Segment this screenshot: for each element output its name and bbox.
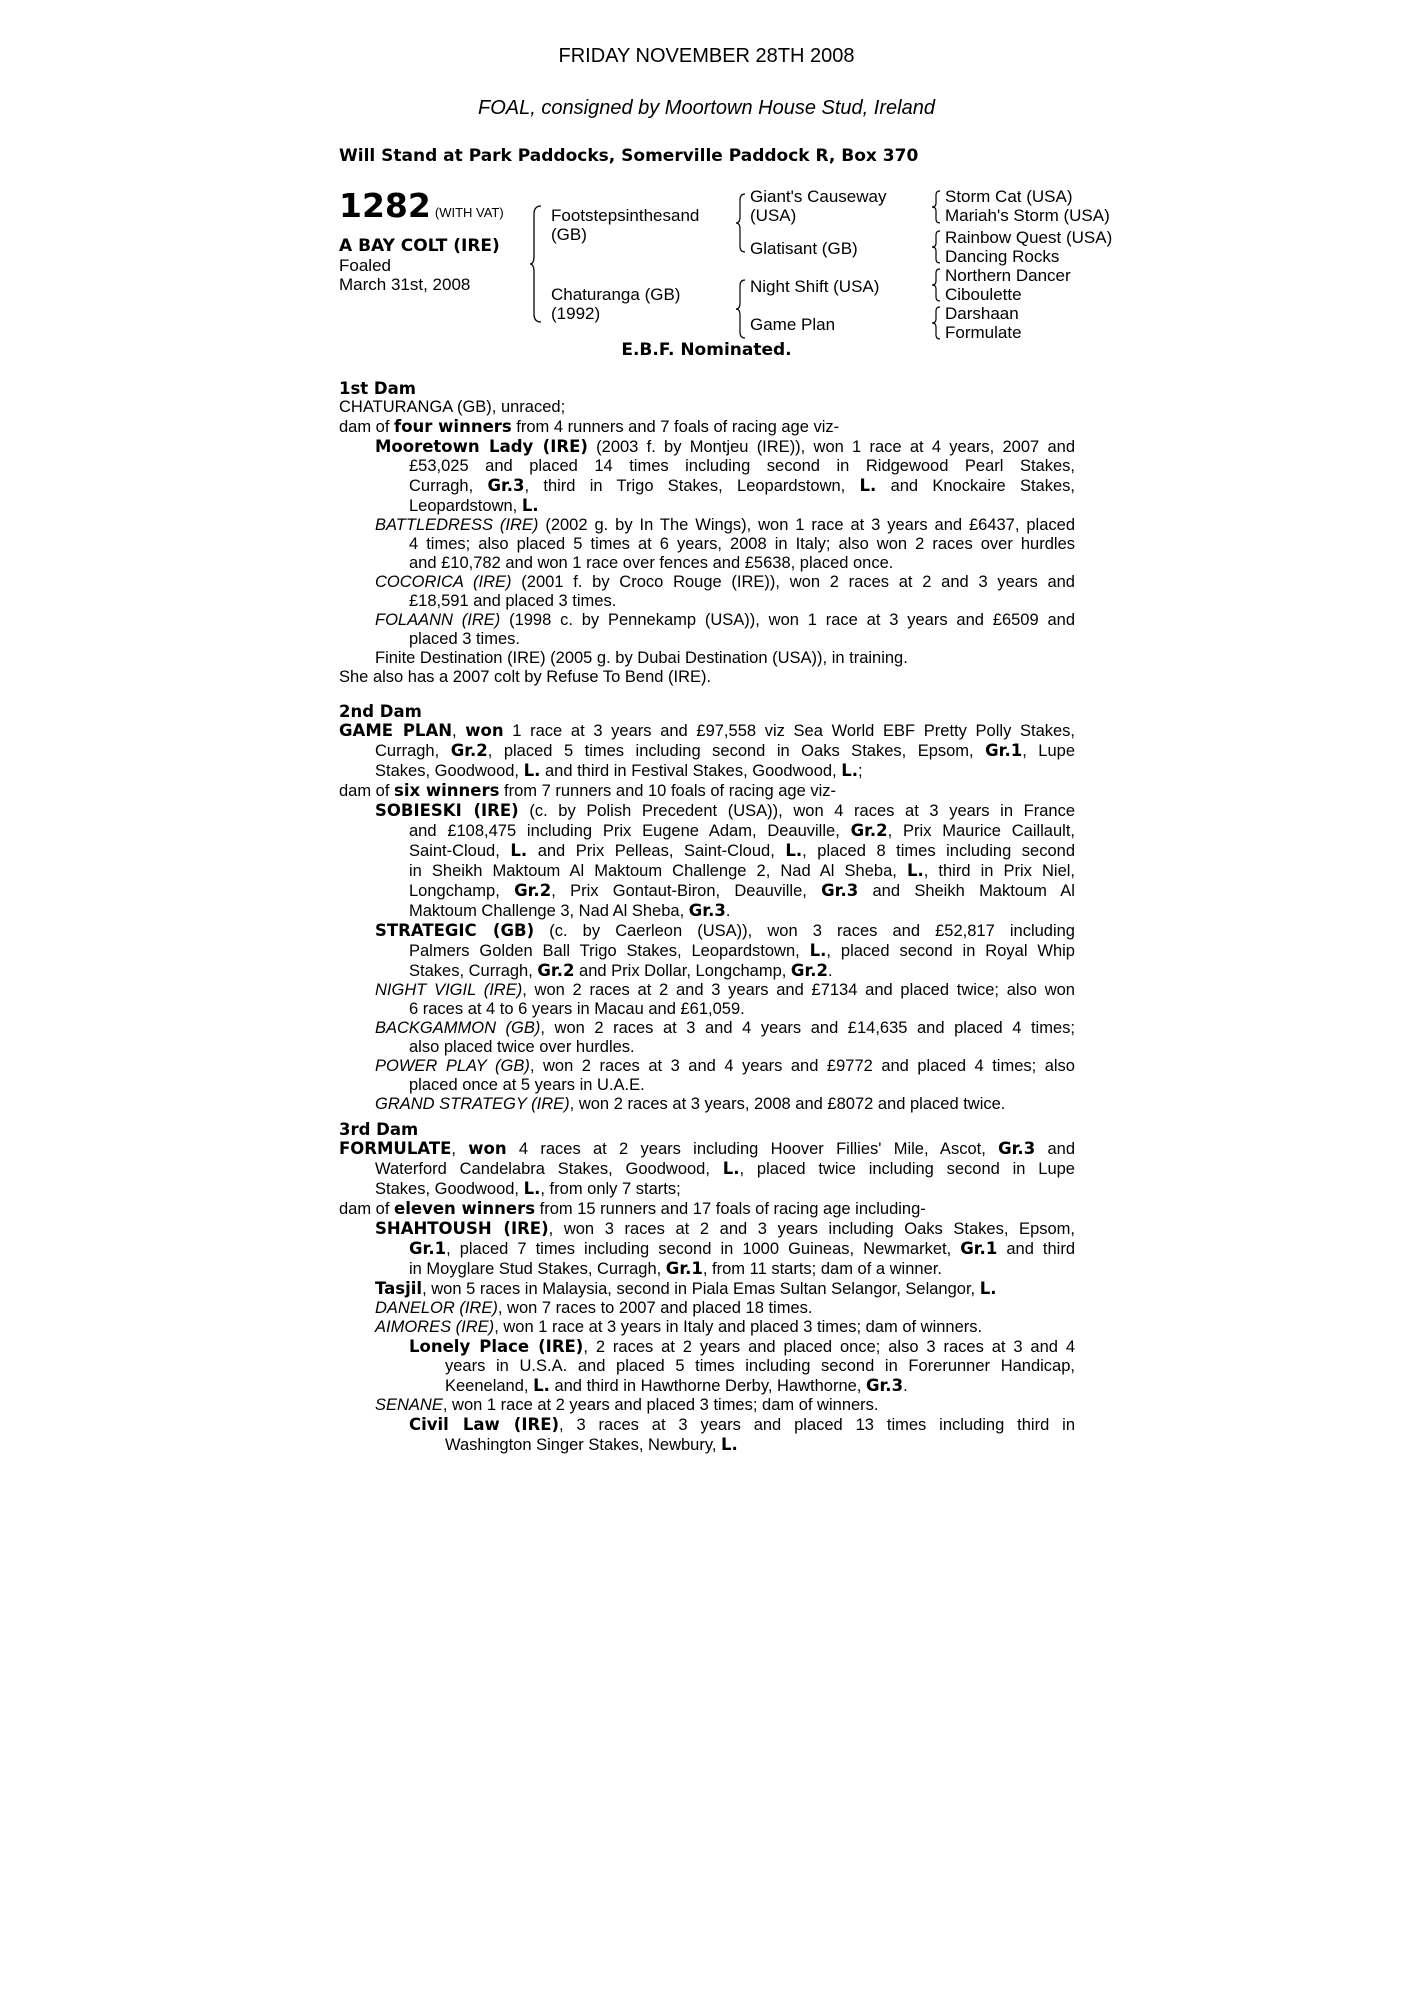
lot-number-block [339,186,504,225]
consignor-line: FOAL, consigned by Moortown House Stud, Ireland [478,97,935,119]
progeny-line: placed once at 5 years in U.A.E. [409,1076,645,1094]
progeny-line: Stakes, Curragh, Gr.2 and Prix Dollar, Longchamp, Gr.2. [409,961,833,980]
dam-record: Curragh, Gr.2, placed 5 times including second in Oaks Stakes, Epsom, Gr.1, Lupe [375,741,1075,760]
ancestor-2: Mariah's Storm (USA) [945,206,1110,225]
sire-dam: Glatisant (GB) [750,239,858,258]
dam-record: FORMULATE, won 4 races at 2 years including Hoover Fillies' Mile, Ascot, Gr.3 and [339,1139,1075,1158]
lot-title: A BAY COLT (IRE) [339,236,500,256]
progeny-line: and £108,475 including Prix Eugene Adam, Deauville, Gr.2, Prix Maurice Caillault, [409,821,1075,840]
progeny-line: Washington Singer Stakes, Newbury, L. [445,1435,738,1454]
sire-origin: (GB) [551,225,587,244]
progeny-line: also placed twice over hurdles. [409,1038,635,1056]
progeny-line: STRATEGIC (GB) (c. by Caerleon (USA)), won 3 races and £52,817 including [375,921,1075,940]
sire-sire-name: Giant's Causeway [750,187,887,206]
dam-produce-summary: dam of four winners from 4 runners and 7 foals of racing age viz- [339,417,840,436]
progeny-line: SHAHTOUSH (IRE), won 3 races at 2 and 3 years including Oaks Stakes, Epsom, [375,1219,1075,1238]
pedigree-brace-g3-2 [930,229,942,265]
dam [551,285,680,323]
ancestor-4: Dancing Rocks [945,247,1060,266]
ancestor-7: Darshaan [945,304,1019,323]
dam-dam: Game Plan [750,315,836,334]
dam-record: Stakes, Goodwood, L. and third in Festival Stakes, Goodwood, L.; [375,761,863,780]
pedigree-brace-dam [735,278,747,340]
dam-name: Chaturanga (GB) [551,285,681,304]
progeny-line: Tasjil, won 5 races in Malaysia, second in Piala Emas Sultan Selangor, Selangor, L. [375,1279,997,1298]
pedigree-brace-g3-3 [930,267,942,303]
progeny-line: Leopardstown, L. [409,496,539,515]
progeny-line: FOLAANN (IRE) (1998 c. by Pennekamp (USA)), won 1 race at 3 years and £6509 and [375,611,1075,629]
progeny-line: Longchamp, Gr.2, Prix Gontaut-Biron, Deauville, Gr.3 and Sheikh Maktoum Al [409,881,1075,900]
sire-sire [750,187,886,225]
foaled-date: March 31st, 2008 [339,275,471,294]
dam-record: GAME PLAN, won 1 race at 3 years and £97,558 viz Sea World EBF Pretty Polly Stakes, [339,721,1076,740]
ancestor-1: Storm Cat (USA) [945,187,1073,206]
progeny-line: Gr.1, placed 7 times including second in 1000 Guineas, Newmarket, Gr.1 and third [409,1239,1076,1258]
progeny-line: BACKGAMMON (GB), won 2 races at 3 and 4 years and £14,635 and placed 4 times; [375,1019,1075,1037]
progeny-line: SENANE, won 1 race at 2 years and placed 3 times; dam of winners. [375,1396,879,1414]
dam-produce-summary: dam of six winners from 7 runners and 10 foals of racing age viz- [339,781,837,800]
progeny-line: in Moyglare Stud Stakes, Curragh, Gr.1, from 11 starts; dam of a winner. [409,1259,942,1278]
ancestor-3: Rainbow Quest (USA) [945,228,1113,247]
first-dam-section [339,379,1075,687]
third-dam-section [339,1120,1075,1455]
progeny-line: Keeneland, L. and third in Hawthorne Derby, Hawthorne, Gr.3. [445,1376,908,1395]
dam-year: (1992) [551,304,601,323]
dam-record: Stakes, Goodwood, L., from only 7 starts; [375,1179,681,1198]
progeny-line: Finite Destination (IRE) (2005 g. by Dubai Destination (USA)), in training. [375,649,908,667]
progeny-line: Saint-Cloud, L. and Prix Pelleas, Saint-Cloud, L., placed 8 times including second [409,841,1076,860]
progeny-line: POWER PLAY (GB), won 2 races at 3 and 4 years and £9772 and placed 4 times; also [375,1057,1075,1075]
progeny-line: Curragh, Gr.3, third in Trigo Stakes, Leopardstown, L. and Knockaire Stakes, [409,476,1075,495]
dam-intro: CHATURANGA (GB), unraced; [339,398,566,416]
stand-location: Will Stand at Park Paddocks, Somerville Paddock R, Box 370 [339,146,919,166]
progeny-line: AIMORES (IRE), won 1 race at 3 years in Italy and placed 3 times; dam of winners. [375,1318,983,1336]
progeny-line: COCORICA (IRE) (2001 f. by Croco Rouge (IRE)), won 2 races at 2 and 3 years and [375,573,1075,591]
dam-sire: Night Shift (USA) [750,277,880,296]
progeny-line: years in U.S.A. and placed 5 times including second in Forerunner Handicap, [445,1357,1075,1375]
ancestor-8: Formulate [945,323,1022,342]
dam-record: Waterford Candelabra Stakes, Goodwood, L., placed twice including second in Lupe [375,1159,1075,1178]
sire-name: Footstepsinthesand [551,206,700,225]
progeny-line: Maktoum Challenge 3, Nad Al Sheba, Gr.3. [409,901,731,920]
pedigree-brace-g3-1 [930,189,942,225]
vat-note: (WITH VAT) [434,205,504,220]
progeny-line: Mooretown Lady (IRE) (2003 f. by Montjeu (IRE)), won 1 race at 4 years, 2007 and [375,437,1075,456]
progeny-line: and £10,782 and won 1 race over fences and £5638, placed once. [409,554,894,572]
progeny-line: GRAND STRATEGY (IRE), won 2 races at 3 years, 2008 and £8072 and placed twice. [375,1095,1006,1113]
progeny-line: 4 times; also placed 5 times at 6 years, 2008 in Italy; also won 2 races over hurdles [409,535,1075,553]
ancestor-5: Northern Dancer [945,266,1071,285]
foaled-info [339,256,470,294]
pedigree-brace-g3-4 [930,305,942,341]
progeny-line: in Sheikh Maktoum Al Maktoum Challenge 2, Nad Al Sheba, L., third in Prix Niel, [409,861,1075,880]
section-heading: 1st Dam [339,379,416,398]
foaled-label: Foaled [339,256,391,275]
progeny-line: Palmers Golden Ball Trigo Stakes, Leopardstown, L., placed second in Royal Whip [409,941,1075,960]
lot-number: 1282 [339,186,431,225]
progeny-line: DANELOR (IRE), won 7 races to 2007 and placed 18 times. [375,1299,813,1317]
dam-produce-summary: dam of eleven winners from 15 runners and 17 foals of racing age including- [339,1199,926,1218]
progeny-line: placed 3 times. [409,630,520,648]
section-heading: 3rd Dam [339,1120,419,1139]
ebf-nominated: E.B.F. Nominated. [621,340,792,360]
sale-date: FRIDAY NOVEMBER 28TH 2008 [558,45,855,67]
progeny-line: £53,025 and placed 14 times including second in Ridgewood Pearl Stakes, [409,457,1075,475]
progeny-line: 6 races at 4 to 6 years in Macau and £61,059. [409,1000,745,1018]
second-dam-section [339,702,1075,1114]
sire-sire-origin: (USA) [750,206,797,225]
section-heading: 2nd Dam [339,702,422,721]
sire [551,206,699,244]
progeny-line: £18,591 and placed 3 times. [409,592,617,610]
progeny-line: Civil Law (IRE), 3 races at 3 years and placed 13 times including third in [409,1415,1075,1434]
progeny-line: SOBIESKI (IRE) (c. by Polish Precedent (USA)), won 4 races at 3 years in France [375,801,1076,820]
progeny-line: She also has a 2007 colt by Refuse To Bend (IRE). [339,668,712,686]
progeny-line: BATTLEDRESS (IRE) (2002 g. by In The Wings), won 1 race at 3 years and £6437, placed [375,516,1075,534]
progeny-line: NIGHT VIGIL (IRE), won 2 races at 2 and 3 years and £7134 and placed twice; also won [375,981,1075,999]
ancestor-6: Ciboulette [945,285,1022,304]
pedigree-brace-main [529,204,543,324]
progeny-line: Lonely Place (IRE), 2 races at 2 years and placed once; also 3 races at 3 and 4 [409,1337,1076,1356]
pedigree-brace-sire [735,192,747,254]
